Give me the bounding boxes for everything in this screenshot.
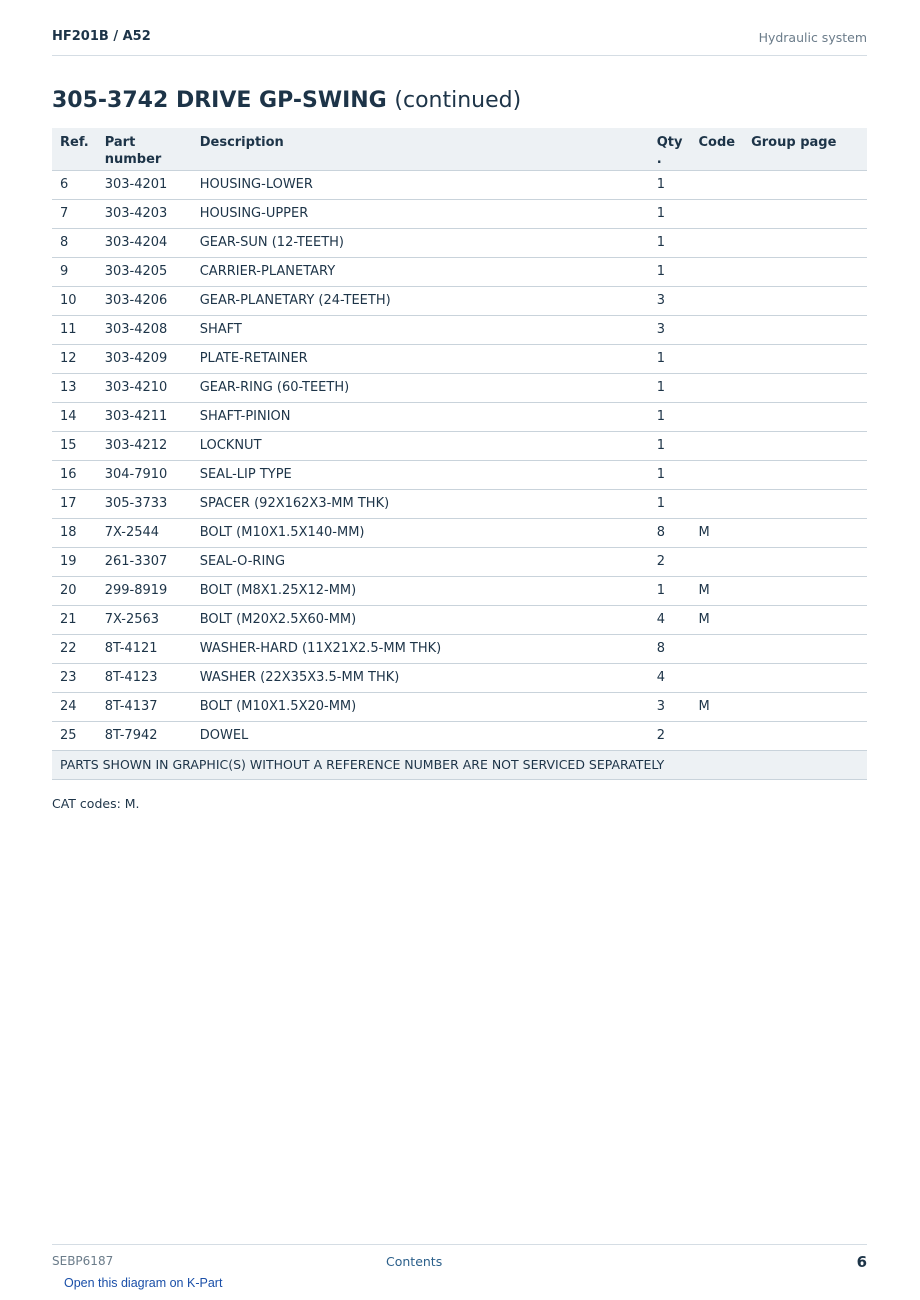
cell-part-number: 303-4203 [97,199,192,228]
cell-ref: 20 [52,576,97,605]
cell-code: M [690,518,743,547]
table-note-row [52,750,867,779]
cell-part-number: 303-4208 [97,315,192,344]
title-suffix: (continued) [394,88,522,113]
cell-part-number: 7X-2544 [97,518,192,547]
cell-part-number: 303-4211 [97,402,192,431]
table-note: PARTS SHOWN IN GRAPHIC(S) WITHOUT A REFERENCE NUMBER ARE NOT SERVICED SEPARATELY [52,750,867,779]
document-number: SEBP6187 [52,1254,114,1268]
table-row [52,489,867,518]
cell-ref: 24 [52,692,97,721]
cell-code: M [690,605,743,634]
cell-ref: 16 [52,460,97,489]
cell-description: SEAL-O-RING [192,547,649,576]
cell-group-page [743,228,867,257]
cell-part-number: 305-3733 [97,489,192,518]
cell-description: CARRIER-PLANETARY [192,257,649,286]
cell-qty: 1 [649,170,691,199]
cell-qty: 1 [649,373,691,402]
cell-qty: 1 [649,431,691,460]
cell-code [690,431,743,460]
cell-qty: 1 [649,199,691,228]
table-row [52,605,867,634]
cell-group-page [743,547,867,576]
contents-link[interactable]: Contents [386,1254,443,1269]
document-id: HF201B / A52 [52,29,151,44]
cell-code [690,257,743,286]
cell-qty: 1 [649,489,691,518]
cell-code: M [690,576,743,605]
cat-codes-note: CAT codes: M. [52,796,140,811]
table-row [52,663,867,692]
cell-qty: 3 [649,692,691,721]
section-name: Hydraulic system [758,30,867,45]
cell-qty: 1 [649,402,691,431]
table-row [52,634,867,663]
column-header-description: Description [192,128,649,170]
table-row [52,257,867,286]
table-row [52,518,867,547]
cell-description: LOCKNUT [192,431,649,460]
column-header-part-number: Part number [97,128,192,170]
cell-code [690,460,743,489]
cell-code [690,199,743,228]
cell-part-number: 303-4212 [97,431,192,460]
cell-description: HOUSING-LOWER [192,170,649,199]
cell-group-page [743,663,867,692]
cell-group-page [743,315,867,344]
cell-qty: 1 [649,257,691,286]
cell-group-page [743,199,867,228]
title-main: 305-3742 DRIVE GP-SWING [52,88,387,113]
cell-part-number: 303-4210 [97,373,192,402]
cell-description: BOLT (M8X1.25X12-MM) [192,576,649,605]
cell-code [690,402,743,431]
cell-qty: 1 [649,228,691,257]
cell-part-number: 299-8919 [97,576,192,605]
page-footer [52,1244,867,1269]
cell-description: SHAFT-PINION [192,402,649,431]
cell-code [690,663,743,692]
cell-description: PLATE-RETAINER [192,344,649,373]
cell-ref: 25 [52,721,97,750]
table-row [52,344,867,373]
table-row [52,460,867,489]
cell-group-page [743,518,867,547]
header-row [52,128,867,170]
cell-description: GEAR-SUN (12-TEETH) [192,228,649,257]
cell-ref: 23 [52,663,97,692]
cell-qty: 8 [649,634,691,663]
cell-description: SHAFT [192,315,649,344]
cell-description: BOLT (M10X1.5X140-MM) [192,518,649,547]
cell-code [690,228,743,257]
table-body [52,170,867,779]
cell-ref: 21 [52,605,97,634]
cell-part-number: 8T-4121 [97,634,192,663]
kpart-link[interactable]: Open this diagram on K-Part [64,1276,223,1290]
cell-group-page [743,634,867,663]
column-header-ref: Ref. [52,128,97,170]
cell-qty: 1 [649,460,691,489]
cell-part-number: 8T-7942 [97,721,192,750]
cell-qty: 1 [649,576,691,605]
cell-code [690,170,743,199]
cell-qty: 8 [649,518,691,547]
cell-description: GEAR-PLANETARY (24-TEETH) [192,286,649,315]
cell-ref: 14 [52,402,97,431]
column-header-group-page: Group page [743,128,867,170]
parts-table [52,128,867,780]
table-row [52,170,867,199]
cell-description: GEAR-RING (60-TEETH) [192,373,649,402]
cell-group-page [743,373,867,402]
cell-qty: 3 [649,315,691,344]
table-row [52,286,867,315]
cell-part-number: 303-4201 [97,170,192,199]
cell-qty: 3 [649,286,691,315]
cell-code [690,344,743,373]
cell-qty: 2 [649,721,691,750]
cell-part-number: 303-4205 [97,257,192,286]
table-row [52,692,867,721]
cell-group-page [743,489,867,518]
table-row [52,402,867,431]
cell-ref: 12 [52,344,97,373]
cell-ref: 8 [52,228,97,257]
cell-code [690,721,743,750]
cell-group-page [743,721,867,750]
column-header-code: Code [690,128,743,170]
cell-code: M [690,692,743,721]
cell-group-page [743,344,867,373]
table-row [52,547,867,576]
cell-code [690,547,743,576]
cell-description: WASHER (22X35X3.5-MM THK) [192,663,649,692]
table-row [52,431,867,460]
cell-description: SPACER (92X162X3-MM THK) [192,489,649,518]
cell-part-number: 261-3307 [97,547,192,576]
column-header-qty: Qty . [649,128,691,170]
cell-qty: 1 [649,344,691,373]
cell-ref: 6 [52,170,97,199]
cell-group-page [743,460,867,489]
cell-description: BOLT (M10X1.5X20-MM) [192,692,649,721]
cell-ref: 17 [52,489,97,518]
table-row [52,315,867,344]
cell-ref: 9 [52,257,97,286]
cell-group-page [743,692,867,721]
table-row [52,576,867,605]
cell-group-page [743,402,867,431]
cell-description: SEAL-LIP TYPE [192,460,649,489]
table-row [52,373,867,402]
cell-group-page [743,170,867,199]
cell-qty: 4 [649,663,691,692]
cell-description: BOLT (M20X2.5X60-MM) [192,605,649,634]
cell-ref: 18 [52,518,97,547]
cell-group-page [743,286,867,315]
cell-code [690,315,743,344]
cell-part-number: 303-4209 [97,344,192,373]
cell-description: HOUSING-UPPER [192,199,649,228]
cell-description: DOWEL [192,721,649,750]
cell-ref: 11 [52,315,97,344]
table-row [52,199,867,228]
cell-code [690,489,743,518]
cell-part-number: 8T-4137 [97,692,192,721]
cell-part-number: 303-4204 [97,228,192,257]
cell-code [690,373,743,402]
cell-qty: 2 [649,547,691,576]
table-row [52,228,867,257]
cell-part-number: 7X-2563 [97,605,192,634]
cell-description: WASHER-HARD (11X21X2.5-MM THK) [192,634,649,663]
cell-group-page [743,605,867,634]
cell-ref: 13 [52,373,97,402]
cell-group-page [743,576,867,605]
cell-part-number: 303-4206 [97,286,192,315]
cell-ref: 10 [52,286,97,315]
cell-ref: 15 [52,431,97,460]
cell-ref: 19 [52,547,97,576]
cell-part-number: 8T-4123 [97,663,192,692]
cell-ref: 7 [52,199,97,228]
cell-code [690,634,743,663]
cell-qty: 4 [649,605,691,634]
page-title [52,88,521,113]
cell-group-page [743,257,867,286]
cell-group-page [743,431,867,460]
cell-code [690,286,743,315]
cell-ref: 22 [52,634,97,663]
table-row [52,721,867,750]
cell-part-number: 304-7910 [97,460,192,489]
page-header [52,28,867,56]
page-number: 6 [856,1253,867,1271]
table-header [52,128,867,170]
